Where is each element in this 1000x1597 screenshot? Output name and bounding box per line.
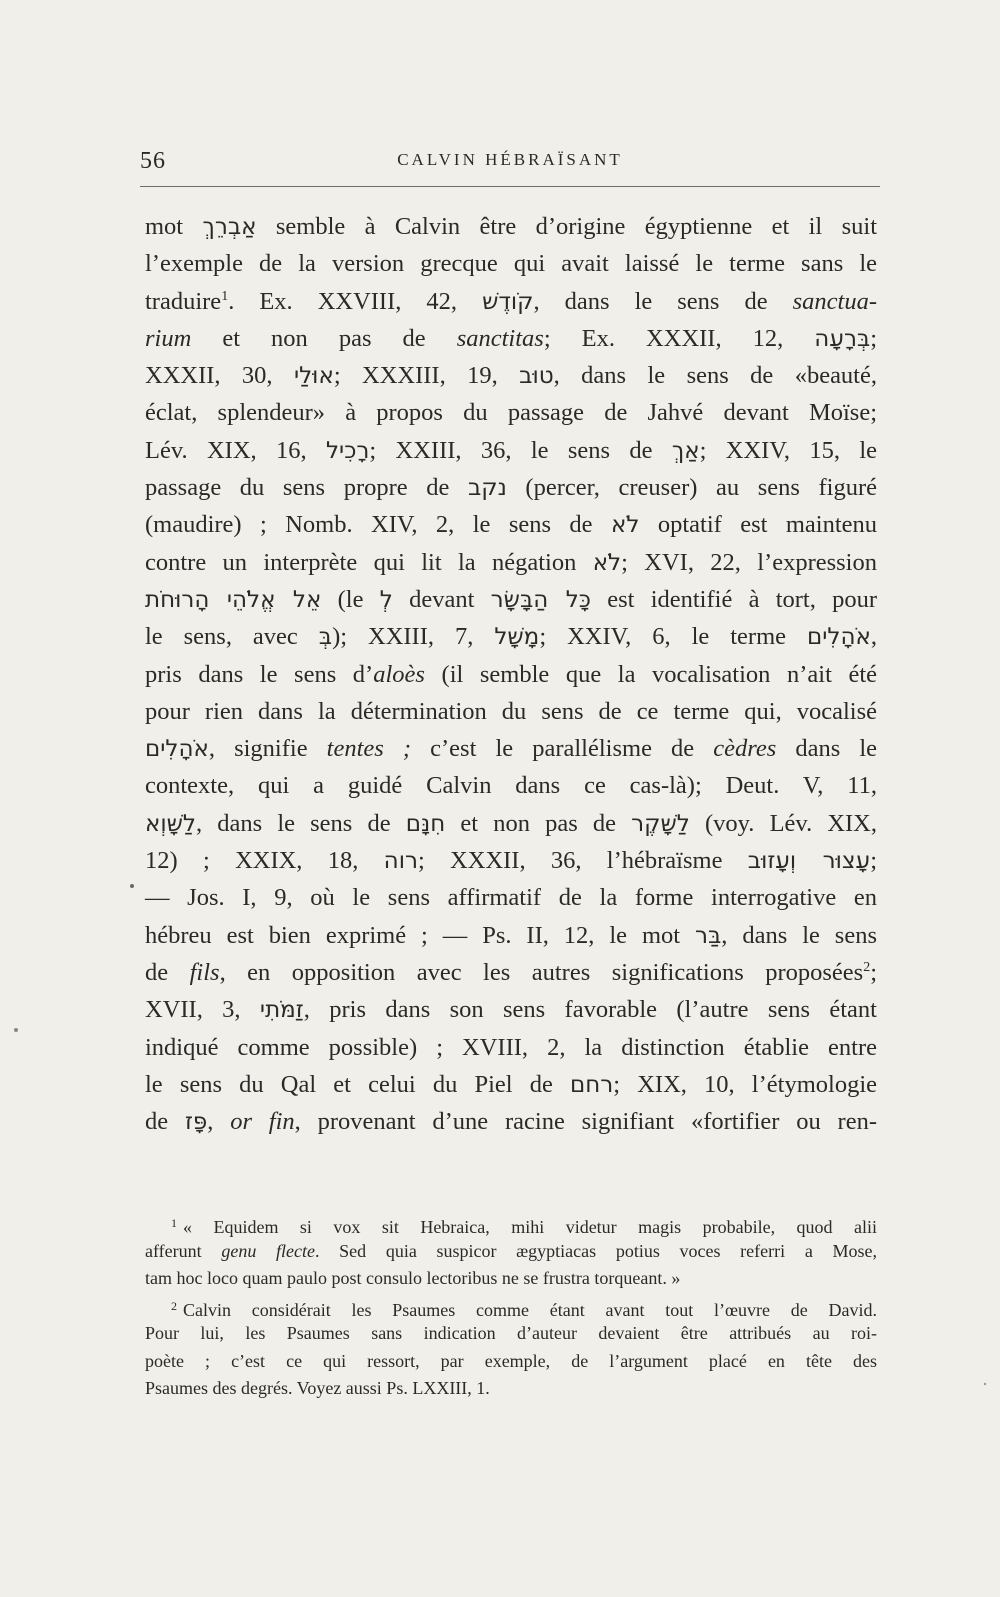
hebrew-word: כָּל הַבָּשָׂר	[490, 586, 591, 613]
footnote-2-line: poète ; c’est ce qui ressort, par exemple, de l’argument placé en tête des	[145, 1350, 877, 1371]
hebrew-word: מָשָׁל	[494, 624, 540, 651]
text-line: le sens du Qal et celui du Piel de רחם; XIX, 10, l’étymologie	[145, 1070, 878, 1098]
footnote-2: $^2$ Calvin considérait les Psaumes comme étant avant tout l’œuvre de David.	[171, 1298, 877, 1320]
hebrew-word: אַבְרֵךְ	[202, 214, 257, 240]
text-line: contre un interprète qui lit la négation לֹא; XVI, 22, l’expression	[145, 548, 877, 576]
text-line: — Jos. I, 9, où le sens affirmatif de la forme interrogative en	[145, 884, 877, 912]
footnote-2-line: Pour lui, les Psaumes sans indication d’auteur devaient être attribués au roi-	[145, 1323, 877, 1343]
text-line: pris dans le sens d’aloès (il semble que la vocalisation n’ait été	[145, 660, 878, 688]
page-number: 56	[140, 148, 166, 174]
hebrew-word: אֹהָלִים	[145, 736, 209, 763]
hebrew-word: נקב	[467, 475, 507, 502]
text-line: pour rien dans la détermination du sens de ce terme qui, vocalisé	[145, 697, 877, 725]
hebrew-word: לְ	[379, 586, 393, 613]
hebrew-word: בַּר	[695, 922, 722, 949]
hebrew-word: טוּב	[519, 363, 554, 390]
hebrew-word: בְּרָעָה	[814, 325, 871, 352]
footnote-1-line: tam hoc loco quam paulo post consulo lectoribus ne se frustra torqueant. »	[145, 1268, 681, 1288]
text-line: hébreu est bien exprimé ; — Ps. II, 12, le mot בַּר, dans le sens	[145, 921, 877, 949]
text-line: Lév. XIX, 16, רָכִיל; XXIII, 36, le sens de אַךְ; XXIV, 15, le	[145, 436, 878, 464]
footnote-2-line: Psaumes des degrés. Voyez aussi Ps. LXXIII, 1.	[145, 1378, 490, 1398]
hebrew-word: קֹודֶשׁ	[482, 288, 534, 315]
hebrew-word: עָצוּר וְעָזוּב	[747, 848, 871, 875]
hebrew-word: לַשָּׁקֶר	[631, 810, 690, 837]
running-title: CALVIN HÉBRAÏSANT	[397, 150, 623, 169]
text-line: לַשָּׁוְא, dans le sens de חִנָּם et non pas de לַשָּׁקֶר (voy. Lév. XIX,	[145, 809, 877, 837]
hebrew-word: אַךְ	[671, 437, 700, 464]
hebrew-word: לֹא	[610, 512, 640, 539]
text-line: rium et non pas de sanctitas; Ex. XXXII, 12, בְּרָעָה;	[145, 324, 878, 352]
footnote-1: $^1$ « Equidem si vox sit Hebraica, mihi videtur magis probabile, quod alii	[171, 1216, 877, 1237]
text-line: (maudire) ; Nomb. XIV, 2, le sens de לֹא optatif est maintenu	[145, 511, 878, 539]
hebrew-word: פָּז	[184, 1109, 208, 1136]
hebrew-word: רָכִיל	[325, 437, 370, 464]
text-line: le sens, avec בְּ); XXIII, 7, מָשָׁל; XXIV, 6, le terme אֹהָלִים,	[145, 623, 878, 651]
hebrew-word: אוּלַי	[293, 363, 334, 390]
hebrew-word: אֹהָלִים	[807, 624, 871, 651]
footnote-ref: 2	[863, 959, 871, 975]
text-line: traduire$^1$. Ex. XXVIII, 42, קֹודֶשׁ, dans le sens de sanctua-	[145, 287, 878, 315]
text-line: אֹהָלִים, signifie tentes ; c’est le parallélisme de cèdres dans le	[145, 735, 878, 763]
footnote-1-line: afferunt genu flecte. Sed quia suspicor ægyptiacas potius voces referri a Mose,	[145, 1240, 877, 1261]
hebrew-word: בְּ	[318, 624, 333, 651]
text-line: XVII, 3, זַמֹּתִי, pris dans son sens favorable (l’autre sens étant	[145, 996, 877, 1024]
text-line: éclat, splendeur» à propos du passage de Jahvé devant Moïse;	[145, 399, 877, 427]
text-line: de פָּז, or fin, provenant d’une racine signifiant «fortifier ou ren-	[145, 1108, 877, 1136]
footnote-ref: 1	[221, 288, 229, 304]
hebrew-word: לֹא	[592, 549, 622, 576]
text-line: contexte, qui a guidé Calvin dans ce cas-là); Deut. V, 11,	[145, 772, 877, 800]
text-line: אֵל אֱלֹהֵי הָרוּחֹת (le לְ devant כָּל הַבָּשָׂר est identifié à tort, pour	[145, 585, 878, 613]
hebrew-word: זַמֹּתִי	[259, 997, 304, 1024]
ink-speck	[984, 1383, 986, 1385]
text-line: 12) ; XXIX, 18, רוה; XXXII, 36, l’hébraïsme עָצוּר וְעָזוּב;	[145, 847, 877, 875]
hebrew-word: רחם	[570, 1071, 614, 1098]
text-line: mot אַבְרֵךְ semble à Calvin être d’origine égyptienne et il suit	[145, 213, 877, 240]
ink-speck	[130, 884, 134, 888]
hebrew-word: חִנָּם	[405, 810, 446, 837]
hebrew-word: לַשָּׁוְא	[145, 810, 197, 837]
hebrew-word: אֵל אֱלֹהֵי הָרוּחֹת	[145, 586, 322, 613]
text-line: passage du sens propre de נקב (percer, creuser) au sens figuré	[145, 474, 878, 502]
text-line: XXXII, 30, אוּלַי; XXXIII, 19, טוּב, dans le sens de «beauté,	[145, 362, 877, 390]
hebrew-word: רוה	[383, 848, 418, 875]
text-line: indiqué comme possible) ; XVIII, 2, la distinction établie entre	[145, 1033, 877, 1061]
text-line: l’exemple de la version grecque qui avait laissé le terme sans le	[145, 250, 877, 278]
text-line: de fils, en opposition avec les autres significations proposées$^2$;	[145, 958, 878, 986]
ink-speck	[14, 1028, 18, 1032]
